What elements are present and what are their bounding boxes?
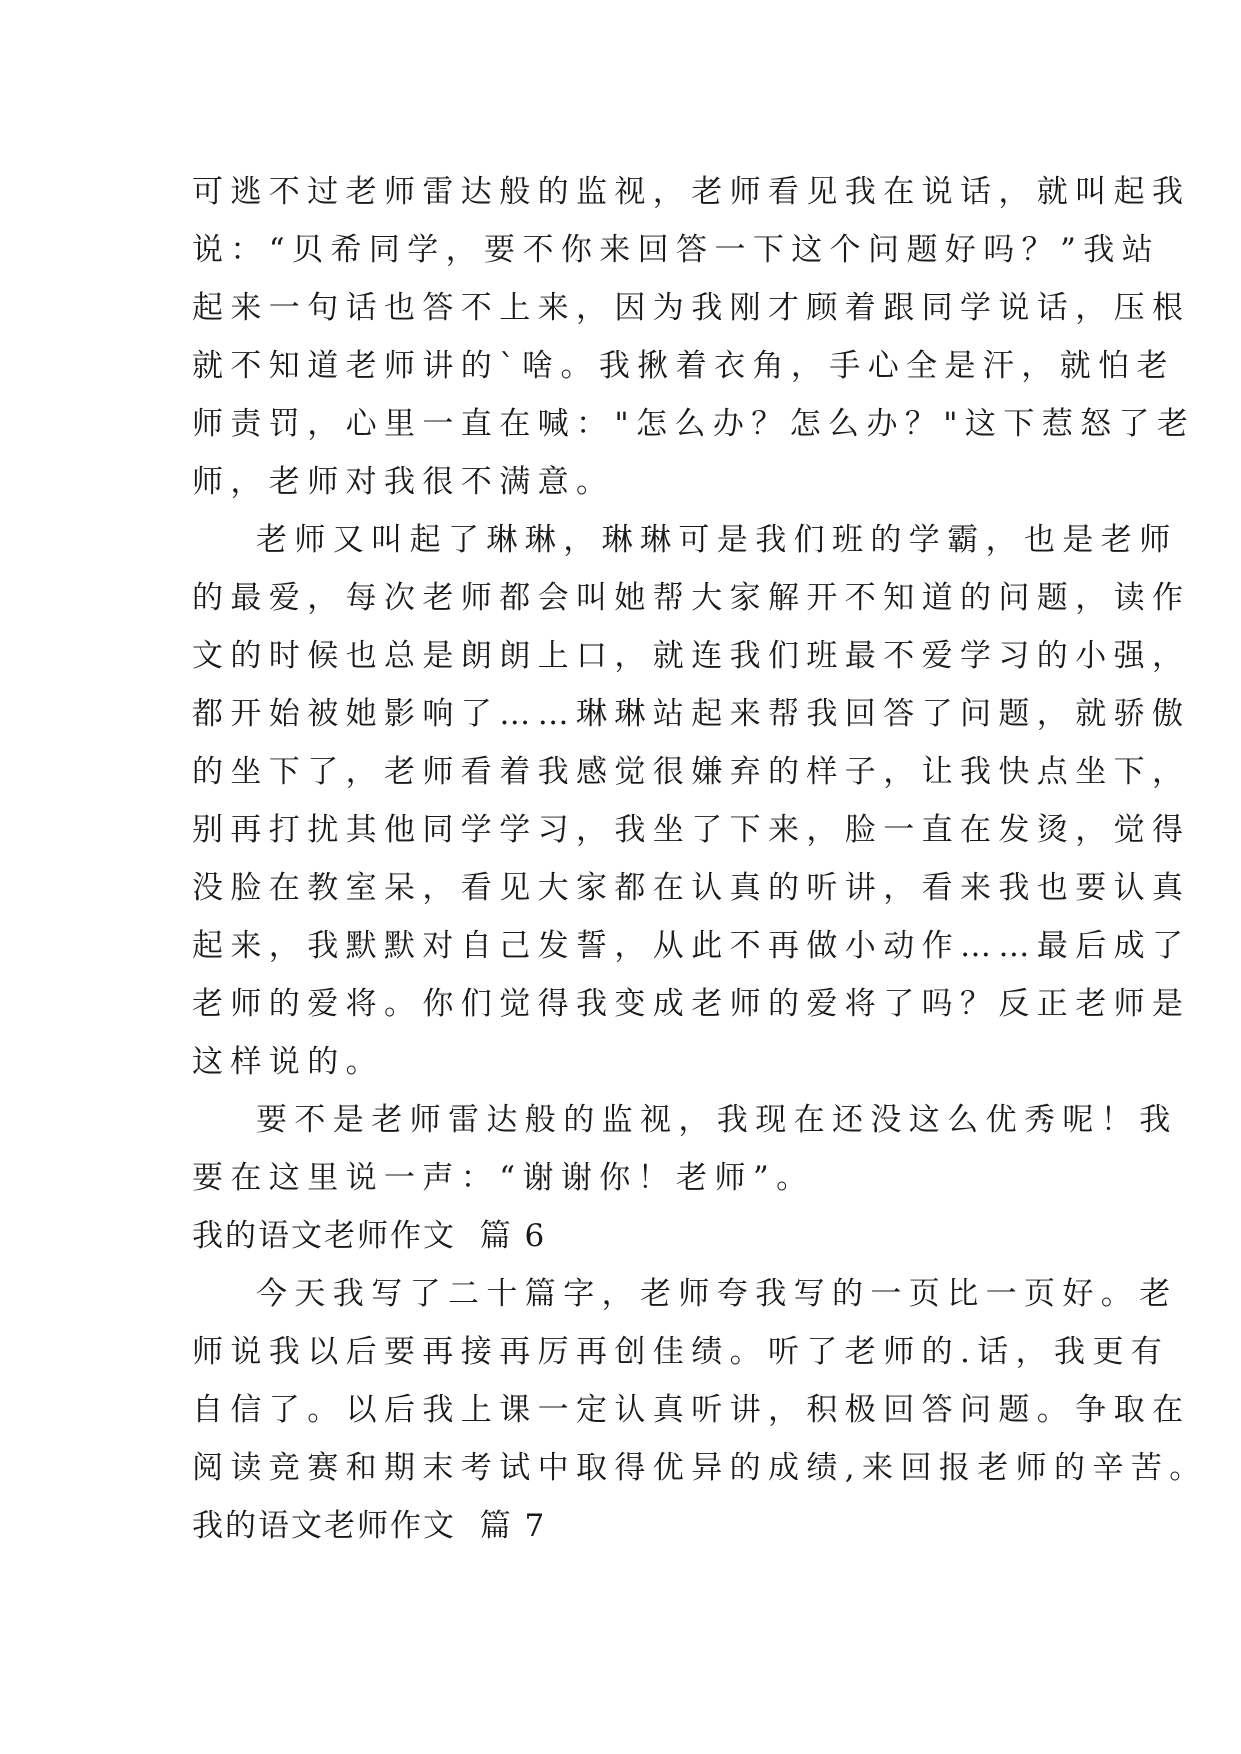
body-text-line: 阅读竞赛和期末考试中取得优异的成绩,来回报老师的辛苦。	[192, 1450, 1208, 1486]
body-text-line: 自信了。以后我上课一定认真听讲，积极回答问题。争取在	[192, 1392, 1191, 1428]
body-text-line: 起来一句话也答不上来，因为我刚才顾着跟同学说话，压根	[192, 290, 1191, 326]
body-text-line: 师责罚，心里一直在喊："怎么办？怎么办？"这下惹怒了老	[192, 406, 1196, 442]
paragraph-first-line: 老师又叫起了琳琳，琳琳可是我们班的学霸，也是老师	[256, 522, 1178, 558]
body-text-line: 没脸在教室呆，看见大家都在认真的听讲，看来我也要认真	[192, 870, 1191, 906]
section-heading: 我的语文老师作文 篇 7	[192, 1508, 547, 1544]
body-text-line: 要在这里说一声：“谢谢你！老师”。	[192, 1160, 815, 1196]
body-text-line: 别再打扰其他同学学习，我坐了下来，脸一直在发烫，觉得	[192, 812, 1191, 848]
body-text-line: 老师的爱将。你们觉得我变成老师的爱将了吗？反正老师是	[192, 986, 1191, 1022]
body-text-line: 就不知道老师讲的`啥。我揪着衣角，手心全是汗，就怕老	[192, 348, 1175, 384]
section-heading: 我的语文老师作文 篇 6	[192, 1218, 547, 1254]
body-text-line: 说：“贝希同学，要不你来回答一下这个问题好吗？”我站	[192, 232, 1161, 268]
body-text-line: 师，老师对我很不满意。	[192, 464, 615, 500]
paragraph-first-line: 今天我写了二十篇字，老师夸我写的一页比一页好。老	[256, 1276, 1178, 1312]
body-text-line: 都开始被她影响了……琳琳站起来帮我回答了问题，就骄傲	[192, 696, 1191, 732]
body-text-line: 师说我以后要再接再厉再创佳绩。听了老师的.话，我更有	[192, 1334, 1170, 1370]
paragraph-first-line: 要不是老师雷达般的监视，我现在还没这么优秀呢！我	[256, 1102, 1178, 1138]
body-text-line: 可逃不过老师雷达般的监视，老师看见我在说话，就叫起我	[192, 174, 1191, 210]
body-text-line: 这样说的。	[192, 1044, 384, 1080]
body-text-line: 起来，我默默对自己发誓，从此不再做小动作……最后成了	[192, 928, 1191, 964]
body-text-line: 的坐下了，老师看着我感觉很嫌弃的样子，让我快点坐下，	[192, 754, 1191, 790]
body-text-line: 文的时候也总是朗朗上口，就连我们班最不爱学习的小强，	[192, 638, 1191, 674]
body-text-line: 的最爱，每次老师都会叫她帮大家解开不知道的问题，读作	[192, 580, 1191, 616]
